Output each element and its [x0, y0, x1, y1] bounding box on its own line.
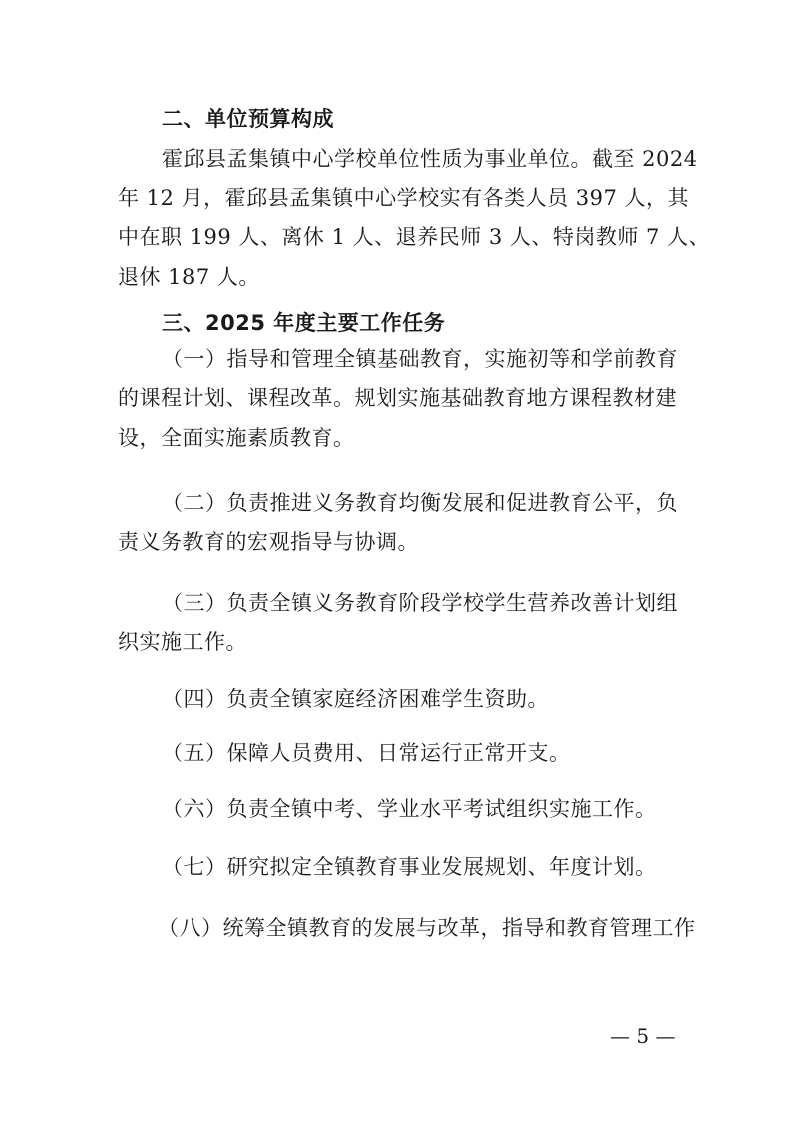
task-item-2-line: （二）负责推进义务教育均衡发展和促进教育公平，负 — [162, 491, 678, 515]
task-item-8: （八）统筹全镇教育的发展与改革，指导和教育管理工作 — [158, 916, 696, 940]
task-item-2-line: 责义务教育的宏观指导与协调。 — [118, 530, 419, 554]
task-item-1-line: 设，全面实施素质教育。 — [118, 426, 355, 450]
task-item-4: （四）负责全镇家庭经济困难学生资助。 — [162, 687, 549, 711]
task-item-3-line: （三）负责全镇义务教育阶段学校学生营养改善计划组 — [162, 591, 678, 615]
paragraph-line: 霍邱县孟集镇中心学校单位性质为事业单位。截至 2024 — [162, 147, 698, 171]
task-item-1-line: （一）指导和管理全镇基础教育，实施初等和学前教育 — [162, 347, 678, 371]
paragraph-line: 年 12 月，霍邱县孟集镇中心学校实有各类人员 397 人，其 — [118, 186, 690, 210]
paragraph-line: 退休 187 人。 — [118, 265, 260, 289]
paragraph-line: 中在职 199 人、离休 1 人、退养民师 3 人、特岗教师 7 人、 — [118, 225, 711, 249]
task-item-7: （七）研究拟定全镇教育事业发展规划、年度计划。 — [162, 855, 657, 879]
task-item-3-line: 织实施工作。 — [118, 630, 247, 654]
task-item-1-line: 的课程计划、课程改革。规划实施基础教育地方课程教材建 — [118, 386, 677, 410]
section-heading-budget-composition: 二、单位预算构成 — [162, 107, 334, 131]
task-item-6: （六）负责全镇中考、学业水平考试组织实施工作。 — [162, 797, 657, 821]
task-item-5: （五）保障人员费用、日常运行正常开支。 — [162, 741, 571, 765]
page-number: — 5 — — [610, 1024, 676, 1048]
section-heading-main-tasks: 三、2025 年度主要工作任务 — [162, 311, 446, 335]
